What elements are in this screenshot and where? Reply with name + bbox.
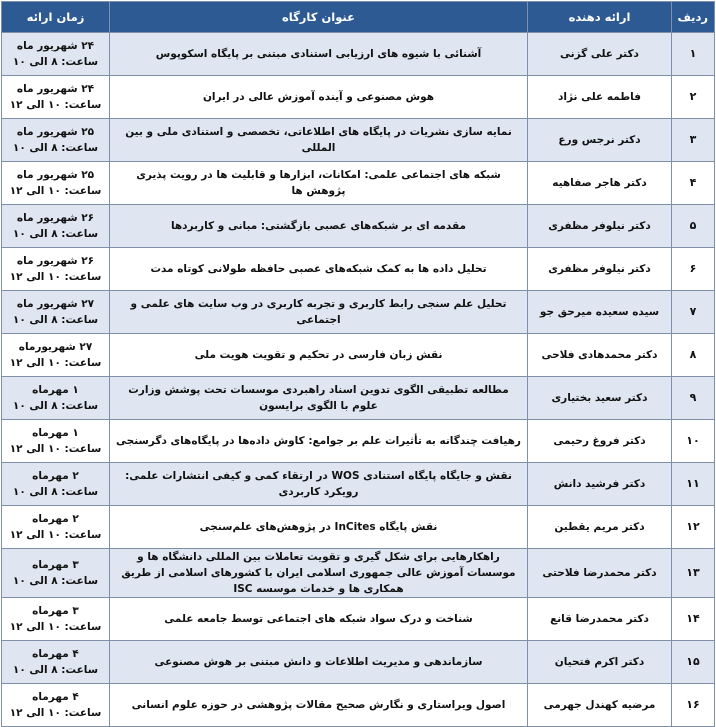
presenter-name: دکتر مریم یقطین (528, 506, 672, 549)
presenter-name: فاطمه علی نژاد (528, 76, 672, 119)
workshop-title: مطالعه تطبیقی الگوی تدوین اسناد راهبردی موسسات تحت پوشش وزارت علوم با الگوی برایسون (110, 377, 528, 420)
presentation-hours: ساعت: ۸ الی ۱۰ (12, 228, 99, 240)
table-row (2, 641, 715, 684)
table-row (2, 76, 715, 119)
presentation-date: ۴ مهرماه (32, 648, 79, 660)
presentation-date: ۲ مهرماه (32, 470, 79, 482)
presentation-date: ۳ مهرماه (32, 605, 79, 617)
presentation-time (2, 33, 110, 76)
table-row (2, 248, 715, 291)
table-row (2, 684, 715, 727)
presentation-hours: ساعت: ۸ الی ۱۰ (12, 664, 99, 676)
presentation-date: ۲۶ شهریور ماه (16, 212, 95, 224)
presenter-name: دکتر محمدرضا قانع (528, 598, 672, 641)
row-number: ۱۰ (672, 420, 715, 463)
table-body (2, 33, 715, 727)
presentation-hours: ساعت: ۱۰ الی ۱۲ (9, 99, 102, 111)
table-row (2, 598, 715, 641)
table-row (2, 205, 715, 248)
row-number: ۱۶ (672, 684, 715, 727)
row-number: ۴ (672, 162, 715, 205)
presentation-time (2, 162, 110, 205)
presentation-time (2, 684, 110, 727)
presenter-name: دکتر سعید بختیاری (528, 377, 672, 420)
presentation-time (2, 420, 110, 463)
presentation-date: ۴ مهرماه (32, 691, 79, 703)
table-row (2, 549, 715, 598)
presenter-name: دکتر علی گزنی (528, 33, 672, 76)
presentation-time (2, 377, 110, 420)
presenter-name: دکتر اکرم فتحیان (528, 641, 672, 684)
workshop-title: اصول ویراستاری و نگارش صحیح مقالات پژوهشی در حوزه علوم انسانی (110, 684, 528, 727)
presenter-name: دکتر هاجر صفاهیه (528, 162, 672, 205)
workshop-title: راهکارهایی برای شکل گیری و تقویت تعاملات بین المللی دانشگاه ها و موسسات آموزش عالی جمهوری اسلامی ایران با کشورهای اسلامی از طریق همکاری ها و خدمات موسسه ISC (110, 549, 528, 598)
presentation-hours: ساعت: ۱۰ الی ۱۲ (9, 271, 102, 283)
workshop-title: سازماندهی و مدیریت اطلاعات و دانش مبتنی بر هوش مصنوعی (110, 641, 528, 684)
row-number: ۵ (672, 205, 715, 248)
presentation-date: ۲۷ شهریور ماه (16, 298, 95, 310)
workshop-schedule (1, 1, 714, 727)
workshop-title: تحلیل داده ها به کمک شبکه‌های عصبی حافظه طولانی کوتاه مدت (110, 248, 528, 291)
presentation-time (2, 205, 110, 248)
presenter-name: مرضیه کهندل جهرمی (528, 684, 672, 727)
presentation-date: ۳ مهرماه (32, 559, 79, 571)
presentation-time (2, 463, 110, 506)
presenter-name: دکتر محمدرضا فلاحتی (528, 549, 672, 598)
row-number: ۷ (672, 291, 715, 334)
row-number: ۱۱ (672, 463, 715, 506)
presentation-time (2, 248, 110, 291)
presenter-name: دکتر نرجس ورع (528, 119, 672, 162)
header-workshop-title: عنوان کارگاه (110, 2, 528, 33)
workshop-title: رهیافت چندگانه به تأثیرات علم بر جوامع: کاوش داده‌ها در پایگاه‌های دگرسنجی (110, 420, 528, 463)
row-number: ۸ (672, 334, 715, 377)
workshop-title: هوش مصنوعی و آینده آموزش عالی در ایران (110, 76, 528, 119)
table-row (2, 33, 715, 76)
workshop-title: مقدمه ای بر شبکه‌های عصبی بازگشتی: مبانی و کاربردها (110, 205, 528, 248)
workshop-title: نقش زبان فارسی در تحکیم و تقویت هویت ملی (110, 334, 528, 377)
row-number: ۶ (672, 248, 715, 291)
header-presenter: ارائه دهنده (528, 2, 672, 33)
presenter-name: دکتر محمدهادی فلاحی (528, 334, 672, 377)
presentation-hours: ساعت: ۱۰ الی ۱۲ (9, 185, 102, 197)
presenter-name: دکتر نیلوفر مظفری (528, 248, 672, 291)
presenter-name: سیده سعیده میرحق جو (528, 291, 672, 334)
presentation-date: ۲۴ شهریور ماه (16, 83, 95, 95)
presenter-name: دکتر نیلوفر مظفری (528, 205, 672, 248)
presentation-date: ۲۴ شهریور ماه (16, 40, 95, 52)
header-row-number: ردیف (672, 2, 715, 33)
presentation-hours: ساعت: ۱۰ الی ۱۲ (9, 621, 102, 633)
presentation-time (2, 506, 110, 549)
presenter-name: دکتر فروغ رحیمی (528, 420, 672, 463)
presentation-time (2, 76, 110, 119)
table-row (2, 291, 715, 334)
presentation-time (2, 334, 110, 377)
presentation-hours: ساعت: ۸ الی ۱۰ (12, 56, 99, 68)
presentation-hours: ساعت: ۸ الی ۱۰ (12, 314, 99, 326)
presentation-time (2, 291, 110, 334)
row-number: ۱۲ (672, 506, 715, 549)
table-row (2, 334, 715, 377)
header-row (2, 2, 715, 33)
workshop-table (1, 1, 715, 727)
presentation-date: ۲۶ شهریور ماه (16, 255, 95, 267)
presentation-hours: ساعت: ۱۰ الی ۱۲ (9, 443, 102, 455)
presentation-hours: ساعت: ۸ الی ۱۰ (12, 575, 99, 587)
table-row (2, 420, 715, 463)
presentation-time (2, 598, 110, 641)
presentation-hours: ساعت: ۱۰ الی ۱۲ (9, 529, 102, 541)
workshop-title: نقش و جایگاه پایگاه استنادی WOS در ارتقاء کمی و کیفی انتشارات علمی: رویکرد کاربردی (110, 463, 528, 506)
row-number: ۱۳ (672, 549, 715, 598)
presenter-name: دکتر فرشید دانش (528, 463, 672, 506)
presentation-time (2, 119, 110, 162)
table-row (2, 162, 715, 205)
workshop-title: آشنائی با شیوه های ارزیابی استنادی مبتنی بر پایگاه اسکوپوس (110, 33, 528, 76)
presentation-date: ۲۵ شهریور ماه (16, 126, 95, 138)
presentation-date: ۲۷ شهریورماه (18, 341, 93, 353)
row-number: ۳ (672, 119, 715, 162)
presentation-hours: ساعت: ۸ الی ۱۰ (12, 142, 99, 154)
row-number: ۹ (672, 377, 715, 420)
workshop-title: نقش پایگاه InCites در پژوهش‌های علم‌سنجی (110, 506, 528, 549)
workshop-title: تحلیل علم سنجی رابط کاربری و تجربه کاربری در وب سایت های علمی و اجتماعی (110, 291, 528, 334)
presentation-hours: ساعت: ۱۰ الی ۱۲ (9, 357, 102, 369)
row-number: ۱۴ (672, 598, 715, 641)
row-number: ۲ (672, 76, 715, 119)
table-row (2, 506, 715, 549)
table-row (2, 463, 715, 506)
workshop-title: شناخت و درک سواد شبکه های اجتماعی توسط جامعه علمی (110, 598, 528, 641)
table-row (2, 377, 715, 420)
presentation-date: ۲۵ شهریور ماه (16, 169, 95, 181)
table-row (2, 119, 715, 162)
presentation-hours: ساعت: ۸ الی ۱۰ (12, 400, 99, 412)
presentation-date: ۲ مهرماه (32, 513, 79, 525)
workshop-title: شبکه های اجتماعی علمی: امکانات، ابزارها و قابلیت ها در رویت پذیری پژوهش ها (110, 162, 528, 205)
presentation-hours: ساعت: ۱۰ الی ۱۲ (9, 707, 102, 719)
workshop-title: نمایه سازی نشریات در پایگاه های اطلاعاتی، تخصصی و استنادی ملی و بین المللی (110, 119, 528, 162)
presentation-hours: ساعت: ۸ الی ۱۰ (12, 486, 99, 498)
presentation-time (2, 549, 110, 598)
header-presentation-time: زمان ارائه (2, 2, 110, 33)
presentation-time (2, 641, 110, 684)
presentation-date: ۱ مهرماه (32, 384, 79, 396)
row-number: ۱ (672, 33, 715, 76)
presentation-date: ۱ مهرماه (32, 427, 79, 439)
row-number: ۱۵ (672, 641, 715, 684)
